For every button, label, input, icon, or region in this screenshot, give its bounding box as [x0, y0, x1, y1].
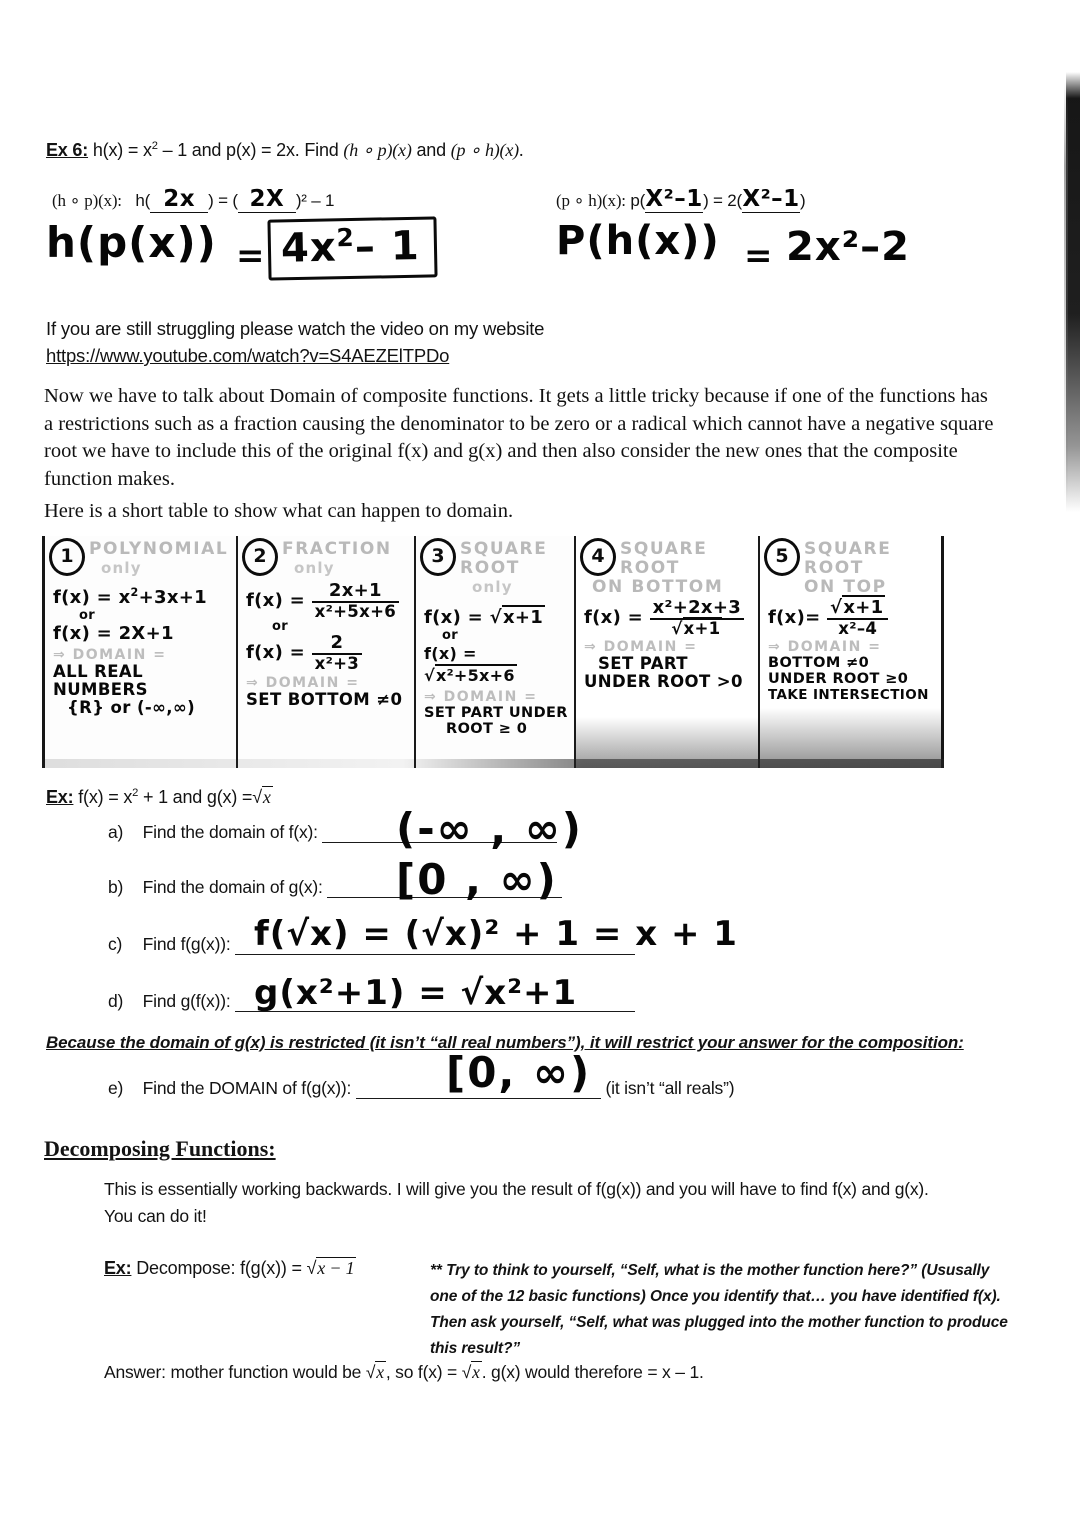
question-letter-e: e) [108, 1078, 124, 1098]
ex6-left-answer-coef: 4 [280, 225, 311, 272]
example-1-fraction [312, 582, 399, 620]
column-examples [768, 599, 935, 637]
column-heading-text: FRACTION [282, 539, 392, 559]
column-heading-root-on-bottom [592, 539, 752, 597]
domain-rule-line-2: UNDER ROOT ≥0 [768, 671, 909, 688]
decomposing-body [104, 1176, 1004, 1230]
example-1 [246, 582, 408, 620]
question-letter-a: a) [108, 822, 124, 842]
question-letter-b: b) [108, 877, 124, 897]
ex6-right-blank-1[interactable]: X²–1 [645, 186, 703, 212]
ex6-prompt-rest: – 1 and p(x) = 2x. Find [157, 140, 339, 160]
column-subheading-text: only [101, 559, 142, 577]
column-heading-line-3: ON TOP [804, 577, 887, 597]
handwritten-answer-b: [0 , ∞) [396, 855, 558, 904]
ex6-right-hand-label: P(h(x)) [556, 218, 720, 264]
column-examples [584, 599, 752, 637]
table-column-root-on-bottom [576, 536, 760, 768]
ex6-left-boxed-answer [267, 216, 437, 281]
fraction-denominator: x²+5x+6 [314, 601, 397, 621]
ex6-right-printed-row [556, 186, 805, 213]
column-heading-line-1: SQUARE [804, 539, 892, 559]
domain-rule-line-1: BOTTOM ≠0 [768, 655, 870, 672]
column-heading-square-root [460, 540, 568, 597]
ex6-left-fn: h( [135, 191, 151, 210]
ex6-left-blank-2[interactable]: 2X [238, 186, 296, 213]
domain-rule-line-1: SET PART UNDER [424, 705, 568, 721]
numerator-radicand: x+1 [843, 597, 884, 618]
scan-edge-artifact [1066, 72, 1080, 512]
fraction-denominator: √x+1 [671, 618, 721, 638]
example-2: f(x) = 2X+1 [53, 623, 174, 644]
column-examples [246, 582, 408, 673]
ex6-left-answer-tail: – 1 [354, 223, 421, 271]
ex6-left-blank-1[interactable]: 2x [150, 186, 208, 213]
example-1: f(x) = √x+1 [424, 607, 544, 628]
ex6-prompt-plain: h(x) = x [92, 140, 152, 160]
handwritten-answer-e: [0, ∞) [446, 1048, 592, 1097]
example-1-prefix: f(x) = [424, 607, 490, 628]
example-prefix: f(x)= [768, 607, 828, 629]
question-row-a [46, 804, 746, 853]
domain-explanation-paragraph: Now we have to talk about Domain of composite functions. It gets a little tricky because if one of the functions has a restrictions such as a fraction causing the denominator to be zero or a radical which cannot have a negative square root we have to include this of the original f(x) and g(x) and then also consider the new ones that the composite function makes. [44, 385, 994, 490]
fraction-denominator: x²–4 [838, 618, 878, 638]
table-column-root-on-top [760, 536, 944, 768]
domain-example-block [46, 787, 746, 1012]
example-prefix: f(x) = [584, 607, 650, 629]
column-examples [424, 607, 568, 687]
domain-rule-line-1: ALL REAL NUMBERS [53, 662, 148, 699]
question-text-d: Find g(f(x)): [142, 991, 231, 1011]
example-1-exponent: 2 [130, 586, 139, 599]
domain-example-heading: Ex: $f(x) = x^2 + 1$ and g(x) =√x [46, 787, 271, 807]
ex6-left-hand-equals: = [236, 236, 266, 276]
table-column-square-root [416, 536, 576, 768]
ex6-left-answer-exp: 2 [336, 222, 355, 253]
domain-rule-line-3: TAKE INTERSECTION [768, 687, 929, 704]
column-number-badge: 3 [420, 538, 456, 576]
ex6-right-hand-answer: 2x²–2 [786, 224, 910, 270]
example-1-suffix: +3x+1 [138, 587, 207, 608]
video-note-text: If you are still struggling please watch the video on my website [46, 318, 545, 339]
column-heading-line-2: ROOT [620, 558, 680, 578]
ex6-label: Ex 6: [46, 140, 89, 160]
fraction-numerator: 2x+1 [312, 582, 399, 603]
question-letter-c: c) [108, 934, 123, 954]
question-text-e: Find the DOMAIN of f(g(x)): [142, 1078, 352, 1098]
domain-arrow-label: ⇒ DOMAIN = [424, 689, 538, 705]
decomposing-body-line-1: This is essentially working backwards. I will give you the result of f(g(x)) and you will have to find f(x) and g(x). [104, 1179, 929, 1199]
domain-arrow-label: ⇒ DOMAIN = [584, 639, 698, 656]
decompose-answer-radicand-1: x [376, 1362, 384, 1382]
domain-example-label: Ex: [46, 787, 74, 807]
question-row-e [46, 1048, 946, 1099]
example-fraction [827, 599, 888, 637]
column-number-badge: 1 [49, 538, 85, 576]
ex6-right-mid: ) = 2( [703, 191, 743, 210]
ex6-right-hand-equals: = [744, 236, 774, 276]
domain-arrow-label: ⇒ DOMAIN = [768, 639, 882, 656]
column-number-badge: 4 [580, 538, 616, 576]
example-2: f(x) = √x²+5x+6 [424, 644, 515, 685]
column-heading-fraction [282, 540, 408, 580]
example-2-prefix: f(x) = [424, 644, 477, 663]
column-heading-line-3: ON BOTTOM [592, 577, 724, 597]
example-1 [584, 599, 752, 637]
ex6-right-composition-label: (p ∘ h)(x): [556, 191, 626, 210]
column-heading-line-2: ROOT [804, 558, 864, 578]
table-column-polynomial [42, 536, 238, 768]
fraction-numerator: 2 [312, 634, 363, 655]
ex6-prompt-end: . [518, 140, 524, 160]
ex6-right-blank-2[interactable]: X²–1 [742, 186, 800, 212]
ex6-prompt-and: and [416, 140, 446, 160]
domain-arrow-label: ⇒ DOMAIN = [246, 674, 360, 691]
ex6-left-composition-label: (h ∘ p)(x): [52, 191, 122, 210]
domain-rule-line-2: UNDER ROOT >0 [584, 672, 743, 692]
example-or: or [272, 619, 288, 635]
example-1-radicand: x+1 [502, 607, 544, 628]
column-heading-text: SQUARE ROOT [460, 539, 548, 578]
domain-example-given-prefix: f(x) = x [78, 787, 133, 807]
domain-rules-table-photo [42, 536, 944, 768]
column-number-badge: 2 [242, 538, 278, 576]
column-heading-line-1: SQUARE [620, 539, 708, 559]
ex6-left-mid: ) = ( [208, 191, 238, 210]
ex6-right-tail: ) [800, 191, 806, 210]
question-e-suffix: (it isn’t “all reals”) [605, 1078, 735, 1098]
handwritten-answer-c: f(√x) = (√x)² + 1 = x + 1 [254, 914, 738, 954]
ex6-right-fn: p( [630, 191, 646, 210]
example-or: or [79, 608, 95, 623]
example-1 [53, 582, 230, 609]
question-row-c [46, 914, 746, 955]
decompose-answer-prefix: Answer: mother function would be [104, 1362, 366, 1382]
question-text-a: Find the domain of f(x): [142, 822, 318, 842]
fraction-numerator: x²+2x+3 [650, 599, 744, 620]
table-column-fraction [238, 536, 416, 768]
decompose-hint-note: ** Try to think to yourself, “Self, what is the mother function here?” (Ususally one of the 12 basic functions) Once you identify that… you have identified f(x). Then ask yourself, “Self, what was plugged into the mother function to produce this result?” [430, 1262, 1008, 1357]
column-subheading-text: only [294, 559, 335, 577]
question-letter-d: d) [108, 991, 124, 1011]
decompose-answer-radicand-2: x [472, 1362, 480, 1382]
example-1-prefix: f(x) = [246, 590, 306, 612]
ex6-composition-1: (h ∘ p)(x) [343, 140, 412, 160]
column-subheading-text: only [472, 578, 513, 596]
question-row-d [46, 973, 746, 1013]
domain-example-given-exponent: 2 [132, 787, 139, 799]
decompose-example-text: Decompose: f(g(x)) = [136, 1258, 307, 1278]
domain-arrow-label: ⇒ DOMAIN = [53, 647, 167, 663]
table-intro-text: Here is a short table to show what can happen to domain. [44, 500, 514, 522]
decompose-example-radicand: x − 1 [317, 1258, 355, 1278]
ex6-prompt-exponent: 2 [151, 140, 158, 152]
question-text-b: Find the domain of g(x): [142, 877, 323, 897]
example-1 [768, 599, 935, 637]
ex6-left-hand-label: h(p(x)) [46, 218, 217, 267]
column-heading-root-on-top [804, 540, 935, 597]
ex6-left-answer-var: x [309, 224, 338, 272]
fraction-numerator: √x+1 [827, 599, 888, 620]
domain-rule-line-1: SET PART [598, 654, 688, 674]
domain-rule-line-2: {R} or (-∞,∞) [67, 698, 196, 717]
ex6-left-tail: )² – 1 [295, 191, 335, 210]
ex6-right-work [556, 186, 805, 213]
decompose-answer: Answer: mother function would be √x , so f(x) = √x . g(x) would therefore = x – 1. [104, 1362, 704, 1382]
example-2-prefix: f(x) = [246, 642, 306, 664]
fraction-denominator: x²+3 [314, 654, 360, 674]
handwritten-answer-a: (-∞ , ∞) [396, 804, 583, 853]
domain-rule-line-1: SET BOTTOM ≠0 [246, 689, 403, 709]
decompose-example: Ex: Decompose: f(g(x)) = √x − 1 [104, 1258, 355, 1278]
column-heading-polynomial [89, 540, 230, 580]
video-note [46, 315, 806, 369]
column-number-badge: 5 [764, 538, 800, 576]
domain-rule-line-2: ROOT ≥ 0 [446, 721, 528, 737]
example-2-fraction [312, 634, 363, 672]
example-1-prefix: f(x) = x [53, 587, 131, 608]
column-examples [53, 582, 230, 645]
video-url-link[interactable]: https://www.youtube.com/watch?v=S4AEZElTPDo [46, 345, 450, 366]
question-row-b [46, 855, 746, 904]
ex6-left-printed-row [52, 186, 334, 213]
decompose-example-label: Ex: [104, 1258, 132, 1278]
denominator-radicand: x+1 [683, 618, 721, 638]
question-text-c: Find f(g(x)): [142, 934, 231, 954]
ex6-left-work [52, 186, 334, 213]
example-2 [246, 634, 408, 672]
ex6-composition-2: (p ∘ h)(x) [450, 140, 519, 160]
handwritten-answer-d: g(x²+1) = √x²+1 [254, 973, 578, 1013]
example-2-radicand: x²+5x+6 [435, 666, 515, 685]
decompose-answer-mid: , so f(x) = [385, 1362, 462, 1382]
decompose-answer-suffix: . g(x) would therefore = x – 1. [481, 1362, 704, 1382]
column-heading-text: POLYNOMIAL [89, 539, 229, 559]
domain-example-given-radicand: x [262, 787, 271, 807]
decomposing-body-line-2: You can do it! [104, 1206, 207, 1226]
decomposing-section-title: Decomposing Functions: [44, 1136, 276, 1161]
ex6-heading [46, 140, 746, 161]
domain-example-given-mid: + 1 and g(x) = [138, 787, 253, 807]
restriction-note: Because the domain of g(x) is restricted (it isn’t “all real numbers”), it will restrict your answer for the composition: [46, 1033, 964, 1052]
example-fraction [650, 599, 744, 637]
example-or: or [442, 628, 458, 643]
